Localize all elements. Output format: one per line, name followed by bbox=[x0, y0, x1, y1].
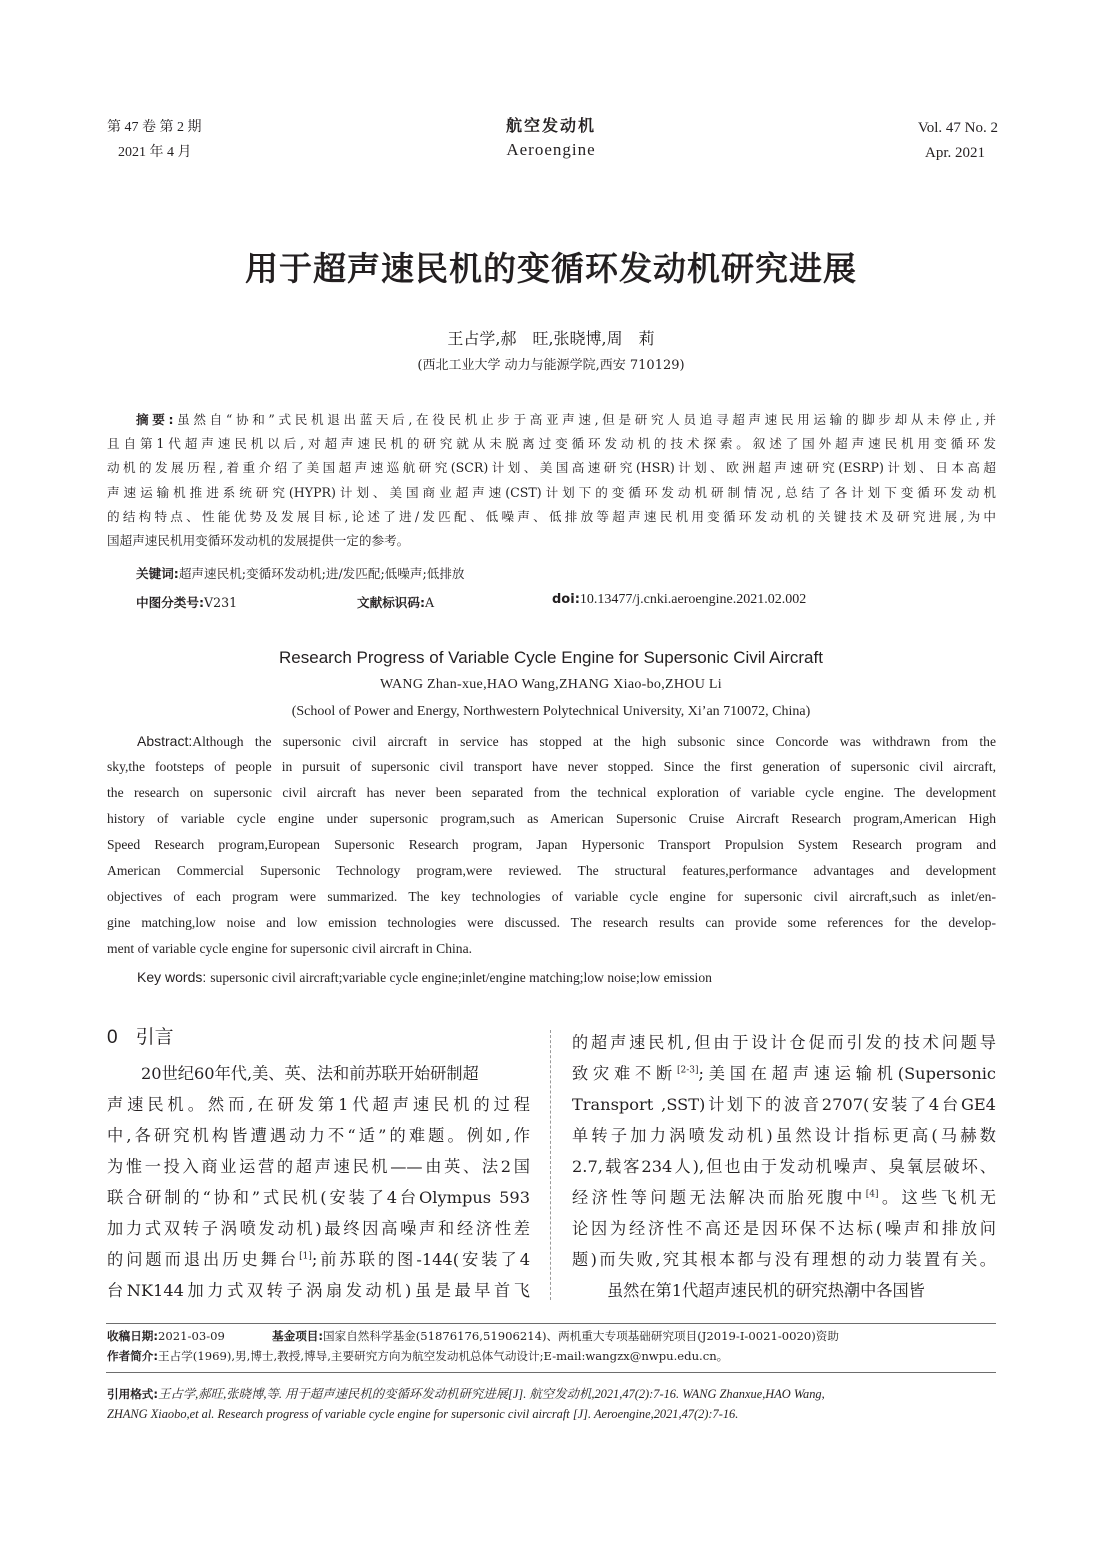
doi: doi:10.13477/j.cnki.aeroengine.2021.02.002 bbox=[552, 592, 807, 607]
abstract-en-line: history of variable cycle engine under supersonic program,such as American Supersonic Cruise Aircraft Research program,American High bbox=[107, 811, 996, 826]
keywords-cn: 关键词:超声速民机;变循环发动机;进/发匹配;低噪声;低排放 bbox=[136, 566, 465, 581]
body-line: 声速民机。然而,在研发第1代超声速民机的过程 bbox=[107, 1095, 530, 1114]
abstract-en-line: objectives of each program were summarized. The key technologies of variable cycle engine for supersonic civil aircraft,such as inlet/en- bbox=[107, 889, 996, 904]
keywords-cn-label: 关键词: bbox=[136, 566, 179, 581]
body-line: 题)而失败,究其根本都与没有理想的动力装置有关。 bbox=[572, 1250, 996, 1269]
abstract-en-line: Speed Research program,European Supersonic Research program, Japan Hypersonic Transport Propulsion System Research program and bbox=[107, 837, 996, 852]
column-divider bbox=[550, 1030, 551, 1300]
abstract-en-label: Abstract: bbox=[137, 733, 193, 749]
abstract-cn-line: 摘要:虽然自“协和”式民机退出蓝天后,在役民机止步于高亚声速,但是研究人员追寻超声速民用运输的脚步却从未停止,并 bbox=[136, 412, 996, 427]
abstract-cn-line: 声速运输机推进系统研究(HYPR)计划、美国商业超声速(CST)计划下的变循环发动机研制情况,总结了各计划下变循环发动机 bbox=[107, 485, 996, 500]
paper-title-en: Research Progress of Variable Cycle Engine for Supersonic Civil Aircraft bbox=[279, 648, 823, 667]
abstract-en-line: American Commercial Supersonic Technology program,were reviewed. The structural features,performance advantages and development bbox=[107, 863, 996, 878]
body-line: 经济性等问题无法解决而胎死腹中[4]。这些飞机无 bbox=[572, 1188, 996, 1207]
citation-format-line2: ZHANG Xiaobo,et al. Research progress of variable cycle engine for supersonic civil aircraft [J]. Aeroengine,2021,47(2):7-16. bbox=[107, 1407, 739, 1421]
body-line: 加力式双转子涡喷发动机)最终因高噪声和经济性差 bbox=[107, 1219, 530, 1238]
paper-title-cn: 用于超声速民机的变循环发动机研究进展 bbox=[245, 249, 857, 288]
body-line: 20世纪60年代,美、英、法和前苏联开始研制超 bbox=[141, 1064, 479, 1083]
journal-name-cn: 航空发动机 bbox=[505, 116, 596, 135]
body-line: 致灾难不断[2-3];美国在超声速运输机(Supersonic bbox=[572, 1064, 996, 1083]
header-date-en: Apr. 2021 bbox=[925, 145, 985, 161]
affiliation-cn: (西北工业大学 动力与能源学院,西安 710129) bbox=[417, 358, 685, 373]
body-line: 虽然在第1代超声速民机的研究热潮中各国皆 bbox=[607, 1281, 925, 1300]
body-line: 为惟一投入商业运营的超声速民机——由英、法2国 bbox=[107, 1157, 530, 1176]
keywords-en: Key words: supersonic civil aircraft;variable cycle engine;inlet/engine matching;low noise;low emission bbox=[137, 969, 712, 985]
body-line: 的超声速民机,但由于设计仓促而引发的技术问题导 bbox=[572, 1033, 996, 1052]
section-heading: 0 引言 bbox=[107, 1027, 174, 1048]
header-volume-en: Vol. 47 No. 2 bbox=[917, 120, 998, 136]
body-line: 台NK144加力式双转子涡扇发动机)虽是最早首飞 bbox=[107, 1281, 530, 1300]
affiliation-en: (School of Power and Energy, Northwestern Polytechnical University, Xi’an 710072, China) bbox=[291, 704, 811, 719]
body-line: 中,各研究机构皆遭遇动力不“适”的难题。例如,作 bbox=[107, 1126, 530, 1145]
body-line: 的问题而退出历史舞台[1];前苏联的图-144(安装了4 bbox=[107, 1250, 530, 1269]
authors-cn: 王占学,郝 旺,张晓博,周 莉 bbox=[447, 329, 655, 348]
body-line: 2.7,载客234人),但也由于发动机噪声、臭氧层破坏、 bbox=[572, 1157, 996, 1176]
footnote-fund: 基金项目:国家自然科学基金(51876176,51906214)、两机重大专项基础研究项目(J2019-I-0021-0020)资助 bbox=[272, 1329, 839, 1343]
abstract-en-line: sky,the footsteps of people in pursuit of supersonic civil transport have never stopped. Since the first generation of supersonic civil aircraft, bbox=[107, 759, 996, 774]
footnote-rule bbox=[106, 1372, 996, 1373]
abstract-en-line: the research on supersonic civil aircraft has never been separated from the technical exploration of variable cycle engine. The development bbox=[107, 785, 996, 800]
clc-number: 中图分类号:V231 bbox=[136, 595, 238, 610]
abstract-cn-line: 动机的发展历程,着重介绍了美国超声速巡航研究(SCR)计划、美国高速研究(HSR)计划、欧洲超声速研究(ESRP)计划、日本高超 bbox=[107, 460, 996, 475]
body-line: Transport ,SST)计划下的波音2707(安装了4台GE4 bbox=[572, 1095, 996, 1114]
body-line: 单转子加力涡喷发动机)虽然设计指标更高(马赫数 bbox=[572, 1126, 996, 1145]
footnote-received: 收稿日期:2021-03-09 bbox=[107, 1329, 225, 1343]
abstract-en-line: ment of variable cycle engine for supersonic civil aircraft in China. bbox=[107, 941, 473, 956]
document-code: 文献标识码:A bbox=[357, 595, 435, 610]
citation-ref: [1] bbox=[299, 1251, 312, 1262]
authors-en: WANG Zhan-xue,HAO Wang,ZHANG Xiao-bo,ZHOU Li bbox=[380, 677, 722, 692]
journal-name-en: Aeroengine bbox=[506, 140, 596, 159]
citation-ref: [2-3] bbox=[677, 1065, 699, 1076]
citation-ref: [4] bbox=[865, 1189, 879, 1200]
abstract-cn-line: 的结构特点、性能优势及发展目标,论述了进/发匹配、低噪声、低排放等超声速民机用变循环发动机的关键技术及研究进展,为中 bbox=[107, 509, 996, 524]
body-line: 联合研制的“协和”式民机(安装了4台Olympus 593 bbox=[107, 1188, 530, 1207]
body-line: 论因为经济性不高还是因环保不达标(噪声和排放问 bbox=[572, 1219, 996, 1238]
header-volume-cn: 第 47 卷 第 2 期 bbox=[107, 120, 202, 135]
abstract-cn-line: 国超声速民机用变循环发动机的发展提供一定的参考。 bbox=[107, 533, 410, 548]
header-date-cn: 2021 年 4 月 bbox=[118, 145, 192, 160]
keywords-en-label: Key words: bbox=[137, 969, 207, 985]
abstract-en-line: gine matching,low noise and low emission technologies were discussed. The research results can provide some references for the develop- bbox=[107, 915, 996, 930]
abstract-en-line: Abstract:Although the supersonic civil aircraft in service has stopped at the high subsonic since Concorde was withdrawn from the bbox=[137, 733, 996, 749]
footnote-author: 作者简介:王占学(1969),男,博士,教授,博导,主要研究方向为航空发动机总体气动设计;E-mail:wangzx@nwpu.edu.cn。 bbox=[107, 1349, 729, 1363]
citation-format: 引用格式:王占学,郝旺,张晓博,等. 用于超声速民机的变循环发动机研究进展[J]. 航空发动机,2021,47(2):7-16. WANG Zhanxue,HAO Wang, bbox=[107, 1387, 825, 1401]
abstract-cn-line: 且自第1代超声速民机以后,对超声速民机的研究就从未脱离过变循环发动机的技术探索。叙述了国外超声速民机用变循环发 bbox=[107, 436, 996, 451]
abstract-cn-label: 摘要: bbox=[136, 412, 174, 427]
footnote-rule bbox=[106, 1323, 996, 1324]
